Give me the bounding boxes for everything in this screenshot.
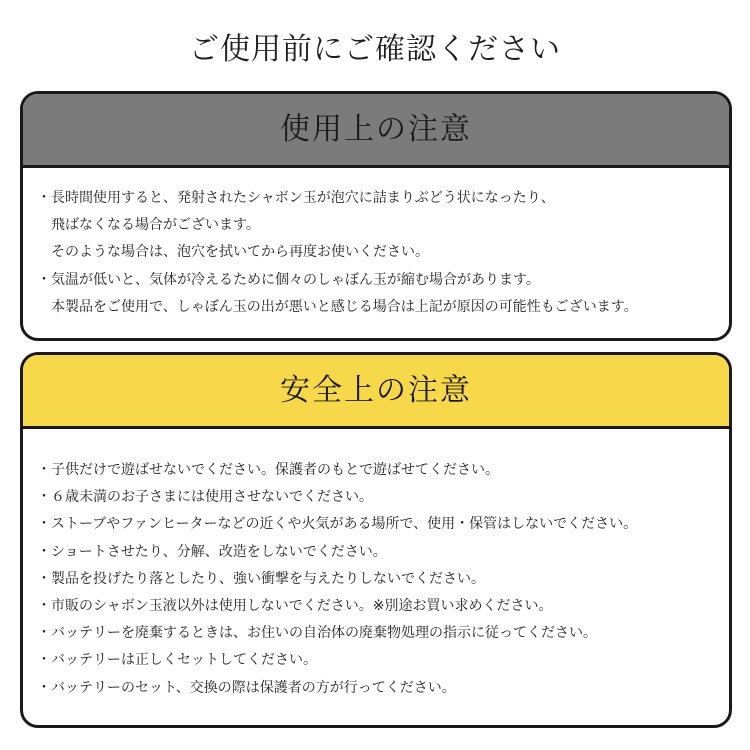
bullet-mark: ・ [37,679,51,696]
usage-note-line: 長時間使用すると、発射されたシャボン玉が泡穴に詰まりぶどう状になったり、 [51,190,555,206]
usage-precautions-heading: 使用上の注意 [23,94,729,168]
safety-note-text: 市販のシャボン玉液以外は使用しないでください。※別途お買い求めください。 [51,598,553,615]
safety-note-text: ショートさせたり、分解、改造をしないでください。 [51,543,387,560]
page-title: ご使用前にご確認ください [189,32,561,67]
bullet-mark: ・ [37,462,51,478]
bullet-mark: ・ [37,543,51,560]
bullet-mark: ・ [37,652,51,669]
bullet-mark: ・ [37,598,51,615]
safety-note [37,620,729,647]
safety-note-text: バッテリーのセット、交換の際は保護者の方が行ってください。 [51,679,456,696]
usage-note-line: 気温が低いと、気体が冷えるために個々のしゃぼん玉が縮む場合があります。 [51,271,540,288]
usage-precautions-panel [20,91,732,341]
safety-note [37,539,729,566]
safety-note [37,593,729,620]
bullet-mark: ・ [37,190,51,206]
safety-note-text: バッテリーは正しくセットしてください。 [51,652,317,669]
safety-note-text: ストーブやファンヒーターなどの近くや火気がある場所で、使用・保管はしないでください。 [51,516,638,533]
bullet-mark: ・ [37,625,51,642]
safety-note-text: ６歳未満のお子さまには使用させないでください。 [51,489,373,506]
safety-note-text: 製品を投げたり落としたり、強い衝撃を与えたりしないでください。 [51,570,485,587]
safety-note [37,566,729,593]
safety-note [37,675,729,702]
safety-precautions-heading: 安全上の注意 [23,355,729,429]
usage-note [37,267,729,321]
bullet-mark: ・ [37,570,51,587]
safety-note [37,511,729,538]
bullet-mark: ・ [37,271,51,288]
usage-note-line: そのような場合は、泡穴を拭いてから再度お使いください。 [51,244,429,261]
usage-note-line: 飛ばなくなる場合がございます。 [51,217,260,234]
safety-note-text: バッテリーを廃棄するときは、お住いの自治体の廃棄物処理の指示に従ってください。 [51,625,597,642]
usage-note [37,185,729,267]
safety-precautions-panel [20,352,732,728]
safety-note [37,647,729,674]
usage-note-line: 本製品をご使用で、しゃぼん玉の出が悪いと感じる場合は上記が原因の可能性もございます。 [51,298,638,315]
safety-note-text: 子供だけで遊ばせないでください。保護者のもとで遊ばせてください。 [51,462,499,478]
usage-precautions-list [23,168,729,321]
bullet-mark: ・ [37,516,51,533]
safety-precautions-list [23,429,729,702]
safety-note [37,457,729,484]
safety-note [37,484,729,511]
bullet-mark: ・ [37,489,51,506]
